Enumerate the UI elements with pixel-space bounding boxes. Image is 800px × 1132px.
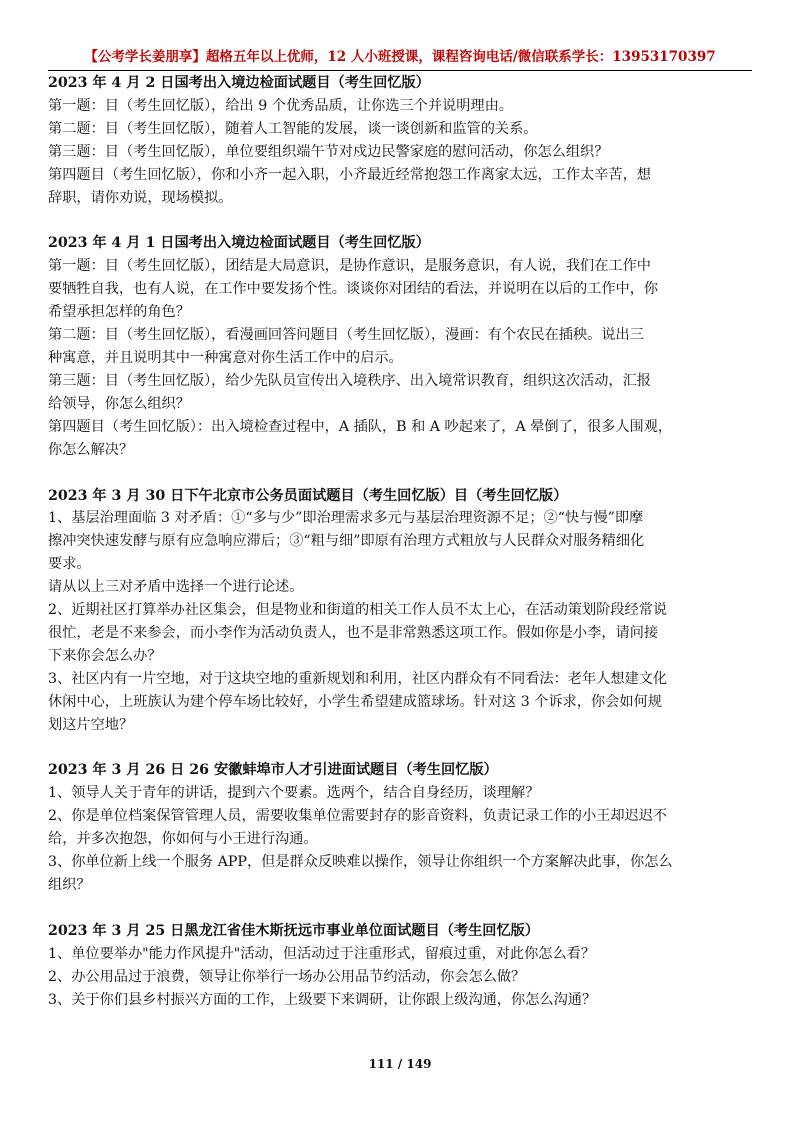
question-line: 第二题：目（考生回忆版），看漫画回答问题目（考生回忆版），漫画：有个农民在插秧。说出三 bbox=[48, 327, 644, 344]
question-line: 第三题：目（考生回忆版），单位要组织端午节对戍边民警家庭的慰问活动，你怎么组织？ bbox=[48, 143, 609, 160]
question-line: 第四题目（考生回忆版），你和小齐一起入职，小齐最近经常抱怨工作离家太远，工作太辛苦，想 bbox=[48, 166, 651, 183]
page-number: 111 / 149 bbox=[368, 1057, 432, 1071]
question-line: 3、社区内有一片空地，对于这块空地的重新规划和利用，社区内群众有不同看法：老年人想建文化 bbox=[48, 670, 668, 687]
question-line: 第二题：目（考生回忆版），随着人工智能的发展，谈一谈创新和监管的关系。 bbox=[48, 120, 538, 137]
section-title: 2023 年 4 月 1 日国考出入境边检面试题目（考生回忆版） bbox=[48, 235, 430, 252]
question-line: 辞职，请你劝说，现场模拟。 bbox=[48, 189, 233, 206]
header-divider bbox=[48, 70, 752, 71]
question-line: 3、你单位新上线一个服务 APP，但是群众反映难以操作，领导让你组织一个方案解决此事，你怎么 bbox=[48, 854, 673, 871]
question-line: 1、基层治理面临 3 对矛盾：①“多与少”即治理需求多元与基层治理资源不足；②“快与慢”即摩 bbox=[48, 510, 644, 527]
question-line: 希望承担怎样的角色？ bbox=[48, 304, 190, 321]
document-body bbox=[48, 72, 752, 1012]
question-line: 下来你会怎么办？ bbox=[48, 647, 162, 664]
section bbox=[48, 485, 752, 737]
section bbox=[48, 232, 752, 461]
question-line: 2、近期社区打算举办社区集会，但是物业和街道的相关工作人员不太上心，在活动策划阶段经常说 bbox=[48, 602, 668, 619]
question-line: 你怎么解决？ bbox=[48, 441, 134, 458]
question-line: 要牺牲自我，也有人说，在工作中要发扬个性。谈谈你对团结的看法，并说明在以后的工作中，你 bbox=[48, 281, 659, 298]
question-line: 2、办公用品过于浪费，领导让你举行一场办公用品节约活动，你会怎么做？ bbox=[48, 968, 526, 985]
question-line: 组织？ bbox=[48, 877, 91, 893]
section bbox=[48, 759, 752, 896]
question-line: 很忙，老是不来参会，而小李作为活动负责人，也不是非常熟悉这项工作。假如你是小李，请问接 bbox=[48, 624, 659, 641]
section bbox=[48, 72, 752, 209]
section-title: 2023 年 3 月 30 日下午北京市公务员面试题目（考生回忆版）目（考生回忆版） bbox=[48, 487, 568, 504]
question-line: 休闲中心，上班族认为建个停车场比较好，小学生希望建成篮球场。针对这 3 个诉求，你会如何规 bbox=[48, 693, 662, 710]
section-title: 2023 年 4 月 2 日国考出入境边检面试题目（考生回忆版） bbox=[48, 75, 430, 91]
section bbox=[48, 920, 752, 1012]
question-line: 第三题：目（考生回忆版），给少先队员宣传出入境秩序、出入境常识教育，组织这次活动，汇报 bbox=[48, 372, 651, 389]
page-header-banner: 【公考学长姜朋享】超格五年以上优师，12 人小班授课，课程咨询电话/微信联系学长：13953170397 bbox=[84, 49, 716, 65]
question-line: 3、关于你们县乡村振兴方面的工作，上级要下来调研，让你跟上级沟通，你怎么沟通？ bbox=[48, 991, 597, 1008]
question-line: 种寓意，并且说明其中一种寓意对你生活工作中的启示。 bbox=[48, 349, 403, 366]
section-title: 2023 年 3 月 25 日黑龙江省佳木斯抚远市事业单位面试题目（考生回忆版） bbox=[48, 922, 540, 939]
question-line: 划这片空地？ bbox=[48, 716, 134, 733]
question-line: 第四题目（考生回忆版）：出入境检查过程中，A 插队，B 和 A 吵起来了，A 晕倒了，很多人围观， bbox=[48, 418, 673, 435]
question-line: 要求。 bbox=[48, 556, 91, 573]
question-line: 1、单位要举办"能力作风提升"活动，但活动过于注重形式，留痕过重，对此你怎么看？ bbox=[48, 945, 596, 962]
question-line: 第一题：目（考生回忆版），团结是大局意识，是协作意识，是服务意识，有人说，我们在工作中 bbox=[48, 258, 651, 275]
section-title: 2023 年 3 月 26 日 26 安徽蚌埠市人才引进面试题目（考生回忆版） bbox=[48, 762, 498, 779]
question-line: 第一题：目（考生回忆版），给出 9 个优秀品质，让你选三个并说明理由。 bbox=[48, 97, 513, 114]
question-line: 擦冲突快速发酵与原有应急响应滞后；③“粗与细”即原有治理方式粗放与人民群众对服务精细化 bbox=[48, 533, 645, 550]
question-line: 给，并多次抱怨，你如何与小王进行沟通。 bbox=[48, 831, 318, 848]
question-line: 给领导，你怎么组织？ bbox=[48, 395, 190, 412]
question-line: 2、你是单位档案保管管理人员，需要收集单位需要封存的影音资料，负责记录工作的小王却迟迟不 bbox=[48, 808, 668, 825]
question-line: 请从以上三对矛盾中选择一个进行论述。 bbox=[48, 579, 304, 596]
question-line: 1、领导人关于青年的讲话，提到六个要素。选两个，结合自身经历，谈理解？ bbox=[48, 785, 540, 802]
